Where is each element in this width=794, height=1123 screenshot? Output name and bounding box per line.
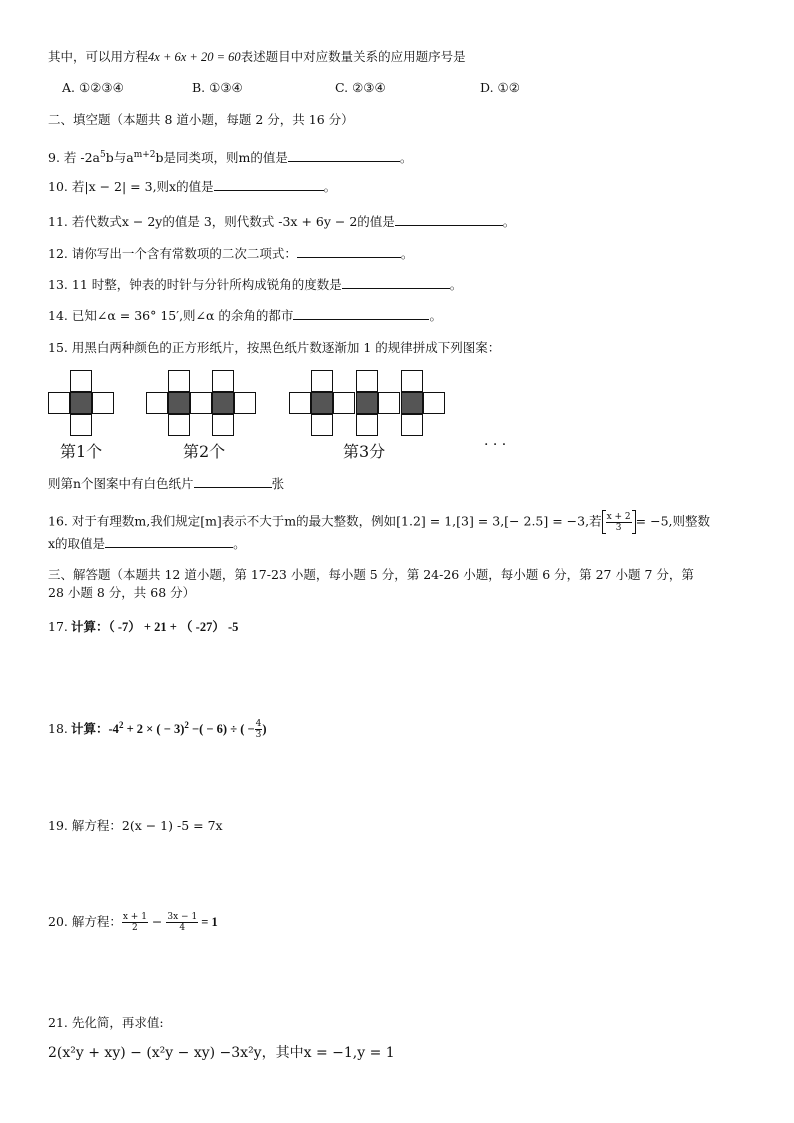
white-square [356,370,378,392]
q18-b: + 2 × ( − 3) [123,722,185,737]
q17-a: 计算：（ -7） + 21 + （ -27） -5 [67,620,239,634]
q18-num: 18. [48,721,68,737]
option-b[interactable]: B. ①③④ [192,80,243,95]
q13-a: 11 时整，钟表的时针与分针所构成锐角的度数是 [67,277,342,292]
question-15 [48,339,500,357]
white-square [401,370,423,392]
figure-ellipsis: · · · [484,437,507,453]
q10-answer-blank[interactable] [214,178,324,191]
black-square [401,392,423,414]
q15-a: 用黑白两种颜色的正方形纸片，按黑色纸片数逐渐加 1 的规律拼成下列图案： [67,340,501,355]
question-10 [48,178,336,196]
q14-answer-blank[interactable] [293,307,429,320]
q20-f2-den: 4 [179,923,186,933]
q16-fraction [606,512,632,533]
q17-num: 17. [48,619,68,634]
q13-end: 。 [449,277,463,292]
q18-c: −( − 6) ÷ ( − [188,722,255,737]
intro-post: 表述题目中对应数量关系的应用题序号是 [240,49,466,64]
q15b-a: 则第n个图案中有白色纸片 [48,476,194,491]
q18-a: 计算：-4 [67,722,119,737]
white-square [168,370,190,392]
q20-fraction-1 [122,912,148,933]
intro-pre: 其中，可以用方程 [48,49,149,64]
q20-f2-num: 3x − 1 [167,912,198,922]
q12-a: 请你写出一个含有常数项的二次二项式： [67,246,297,261]
q9-num: 9. [48,150,60,166]
question-9 [48,146,412,167]
question-16 [48,510,710,534]
q12-end: 。 [400,246,414,261]
question-16-line-2 [48,535,246,553]
section-2-title: 二、填空题（本题共 8 道小题，每题 2 分，共 16 分） [48,112,354,127]
white-square [311,414,333,436]
q20-fraction-2 [166,912,198,933]
white-square [333,392,355,414]
white-square [212,370,234,392]
question-21 [48,1014,164,1032]
question-11 [48,213,515,231]
q14-a: 已知∠α = 36° 15′,则∠α 的余角的都市 [67,308,294,323]
white-square [48,392,70,414]
q20-b: = 1 [198,915,218,929]
question-15-part-b [48,475,284,493]
q9-b: b与a [105,150,134,166]
white-square [311,370,333,392]
figure-1-label: 第1个 [60,442,103,461]
question-12 [48,245,413,263]
q19-a: 解方程：2(x − 1) -5 = 7x [67,818,223,833]
q16-line2: x的取值是 [48,536,106,551]
q16-fraction-den: 3 [615,522,622,533]
black-square [311,392,333,414]
section-3-title-line-2: 28 小题 8 分，共 68 分） [48,585,196,600]
section-3-title-line-1: 三、解答题（本题共 12 道小题，第 17-23 小题，每小题 5 分，第 24-26 小题，每小题 6 分，第 27 小题 7 分，第 [48,567,694,582]
q12-num: 12. [48,246,68,261]
q10-a: 若|x − 2| = 3,则x的值是 [67,179,214,194]
white-square [168,414,190,436]
question-20 [48,912,218,933]
q15-answer-blank[interactable] [194,475,272,488]
white-square [70,414,92,436]
q9-c: b是同类项，则m的值是 [155,150,288,166]
black-square [356,392,378,414]
black-square [70,392,92,414]
white-square [423,392,445,414]
black-square [212,392,234,414]
q11-a: 若代数式x − 2y的值是 3，则代数式 -3x + 6y − 2的值是 [67,214,395,229]
q20-num: 20. [48,914,68,929]
figure-2-label: 第2个 [183,442,226,461]
q20-f1-den: 2 [132,923,138,933]
q9-a-exp: 5 [100,150,106,160]
q10-num: 10. [48,179,68,194]
q21-num: 21. [48,1015,68,1030]
q11-answer-blank[interactable] [395,213,503,226]
question-21-expression: 2(x²y + xy) − (x²y − xy) −3x²y，其中x = −1,y = 1 [48,1045,395,1061]
q20-f1-num: x + 1 [122,912,147,922]
intro-equation: 4x + 6x + 20 = 60 [148,50,241,64]
q18-exp-1: 2 [118,720,124,730]
q16-b: = −5,则整数 [635,513,711,529]
q13-num: 13. [48,277,68,292]
question-18 [48,716,267,740]
q18-fraction-den: 3 [255,730,262,741]
q19-num: 19. [48,818,68,833]
q9-a: 若 -2a [59,150,101,166]
white-square [289,392,311,414]
q18-fraction-num: 4 [255,719,262,730]
question-17 [48,618,238,636]
option-c[interactable]: C. ②③④ [335,80,386,95]
white-square [356,414,378,436]
white-square [70,370,92,392]
white-square [212,414,234,436]
q16-answer-blank[interactable] [105,535,233,548]
q18-exp-2: 2 [184,720,189,730]
q15b-b: 张 [271,476,285,491]
q16-fraction-num: x + 2 [606,511,631,522]
q16-a: 对于有理数m,我们规定[m]表示不大于m的最大整数，例如[1.2] = 1,[3] = 3,[− 2.5] = −3,若 [67,513,602,529]
q9-b-exp: m+2 [133,150,156,160]
option-d[interactable]: D. ①② [480,80,520,95]
q21-a: 先化简，再求值: [67,1015,164,1030]
white-square [146,392,168,414]
q16-end: 。 [233,536,246,551]
white-square [190,392,212,414]
white-square [92,392,114,414]
black-square [168,392,190,414]
question-13 [48,276,462,294]
option-a[interactable]: A. ①②③④ [62,80,124,95]
q16-num: 16. [48,513,68,529]
q11-end: 。 [502,214,516,229]
question-19 [48,817,223,835]
q20-mid: − [147,914,167,929]
q14-end: 。 [429,308,442,323]
white-square [378,392,400,414]
q12-answer-blank[interactable] [297,245,401,258]
intro-line [48,48,466,66]
white-square [234,392,256,414]
q18-d: ) [262,722,267,737]
q10-end: 。 [323,179,337,194]
figure-3-label: 第3分 [343,442,386,461]
q13-answer-blank[interactable] [342,276,450,289]
q11-num: 11. [48,214,68,229]
q9-end: 。 [399,150,413,166]
q14-num: 14. [48,308,68,323]
question-14 [48,307,442,325]
white-square [401,414,423,436]
q20-a: 解方程： [67,914,122,929]
q15-num: 15. [48,340,68,355]
q9-answer-blank[interactable] [288,149,400,162]
